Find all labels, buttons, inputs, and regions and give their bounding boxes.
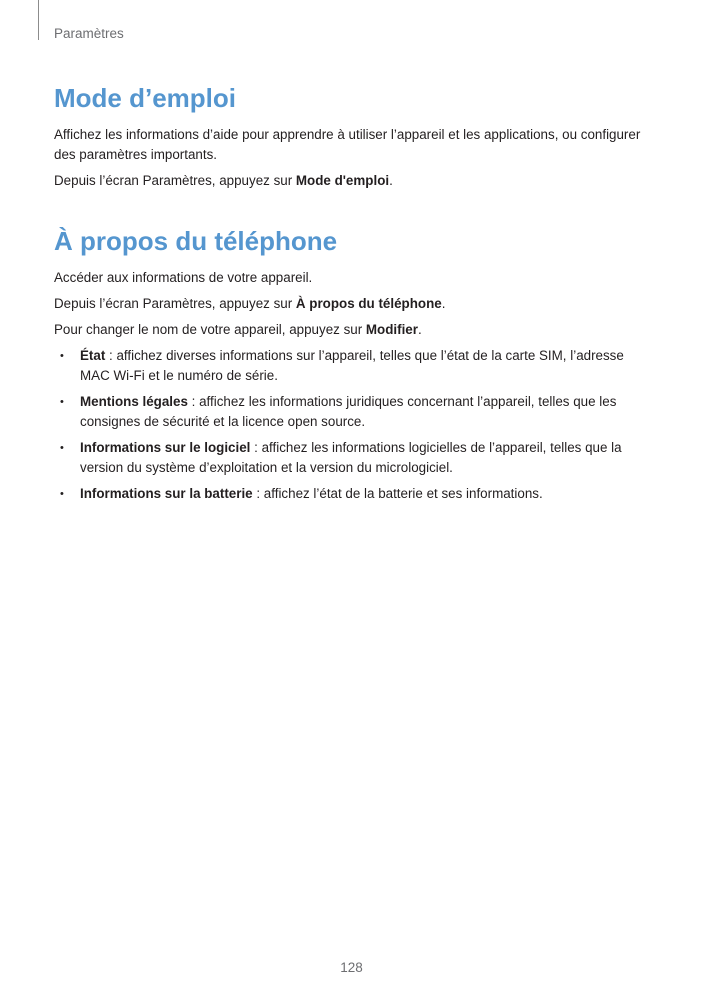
chapter-label: Paramètres bbox=[54, 26, 124, 41]
instruction-bold-term: Mode d'emploi bbox=[295, 173, 390, 188]
bullet-term: Informations sur la batterie bbox=[80, 486, 253, 501]
section-paragraph: Affichez les informations d’aide pour apprendre à utiliser l’appareil et les applications, ou configurer des paramètres importants. bbox=[54, 127, 641, 162]
instruction-text: Depuis l’écran Paramètres, appuyez sur bbox=[54, 173, 296, 188]
section-title-about-phone: À propos du téléphone bbox=[54, 226, 338, 256]
section-instruction bbox=[54, 294, 654, 314]
bullet-icon: • bbox=[60, 442, 64, 454]
bullet-icon: • bbox=[60, 350, 64, 362]
instruction-text: Pour changer le nom de votre appareil, appuyez sur bbox=[54, 322, 366, 337]
instruction-suffix: . bbox=[417, 322, 422, 337]
list-item bbox=[54, 438, 654, 478]
list-item bbox=[54, 392, 654, 432]
section-instruction bbox=[54, 171, 654, 191]
section-paragraph: Accéder aux informations de votre appareil. bbox=[54, 270, 313, 285]
bullet-text: : affichez les informations juridiques concernant l’appareil, telles que les consignes de sécurité et la licence open source. bbox=[80, 394, 617, 429]
instruction-suffix: . bbox=[441, 296, 446, 311]
section-title-user-manual: Mode d’emploi bbox=[54, 83, 236, 113]
bullet-icon: • bbox=[60, 488, 64, 500]
page-number: 128 bbox=[340, 960, 363, 975]
instruction-bold-term: Modifier bbox=[365, 322, 418, 337]
list-item bbox=[54, 346, 654, 386]
bullet-term: Mentions légales bbox=[80, 394, 188, 409]
bullet-term: État bbox=[80, 348, 106, 363]
bullet-text: : affichez l’état de la batterie et ses informations. bbox=[252, 486, 543, 501]
page-content bbox=[54, 80, 654, 510]
list-item bbox=[54, 484, 654, 504]
bullet-text: : affichez les informations logicielles de l’appareil, telles que la version du système d’exploitation et la version du micrologiciel. bbox=[80, 440, 622, 475]
bullet-icon: • bbox=[60, 396, 64, 408]
header-divider bbox=[38, 0, 39, 40]
instruction-suffix: . bbox=[389, 173, 393, 188]
bullet-term: Informations sur le logiciel bbox=[80, 440, 251, 455]
bullet-text: : affichez diverses informations sur l’appareil, telles que l’état de la carte SIM, l’adresse MAC Wi-Fi et le numéro de série. bbox=[80, 348, 624, 383]
section-instruction bbox=[54, 320, 654, 340]
instruction-bold-term: À propos du téléphone bbox=[295, 296, 442, 311]
info-bullet-list bbox=[54, 346, 654, 504]
instruction-text: Depuis l’écran Paramètres, appuyez sur bbox=[54, 296, 296, 311]
